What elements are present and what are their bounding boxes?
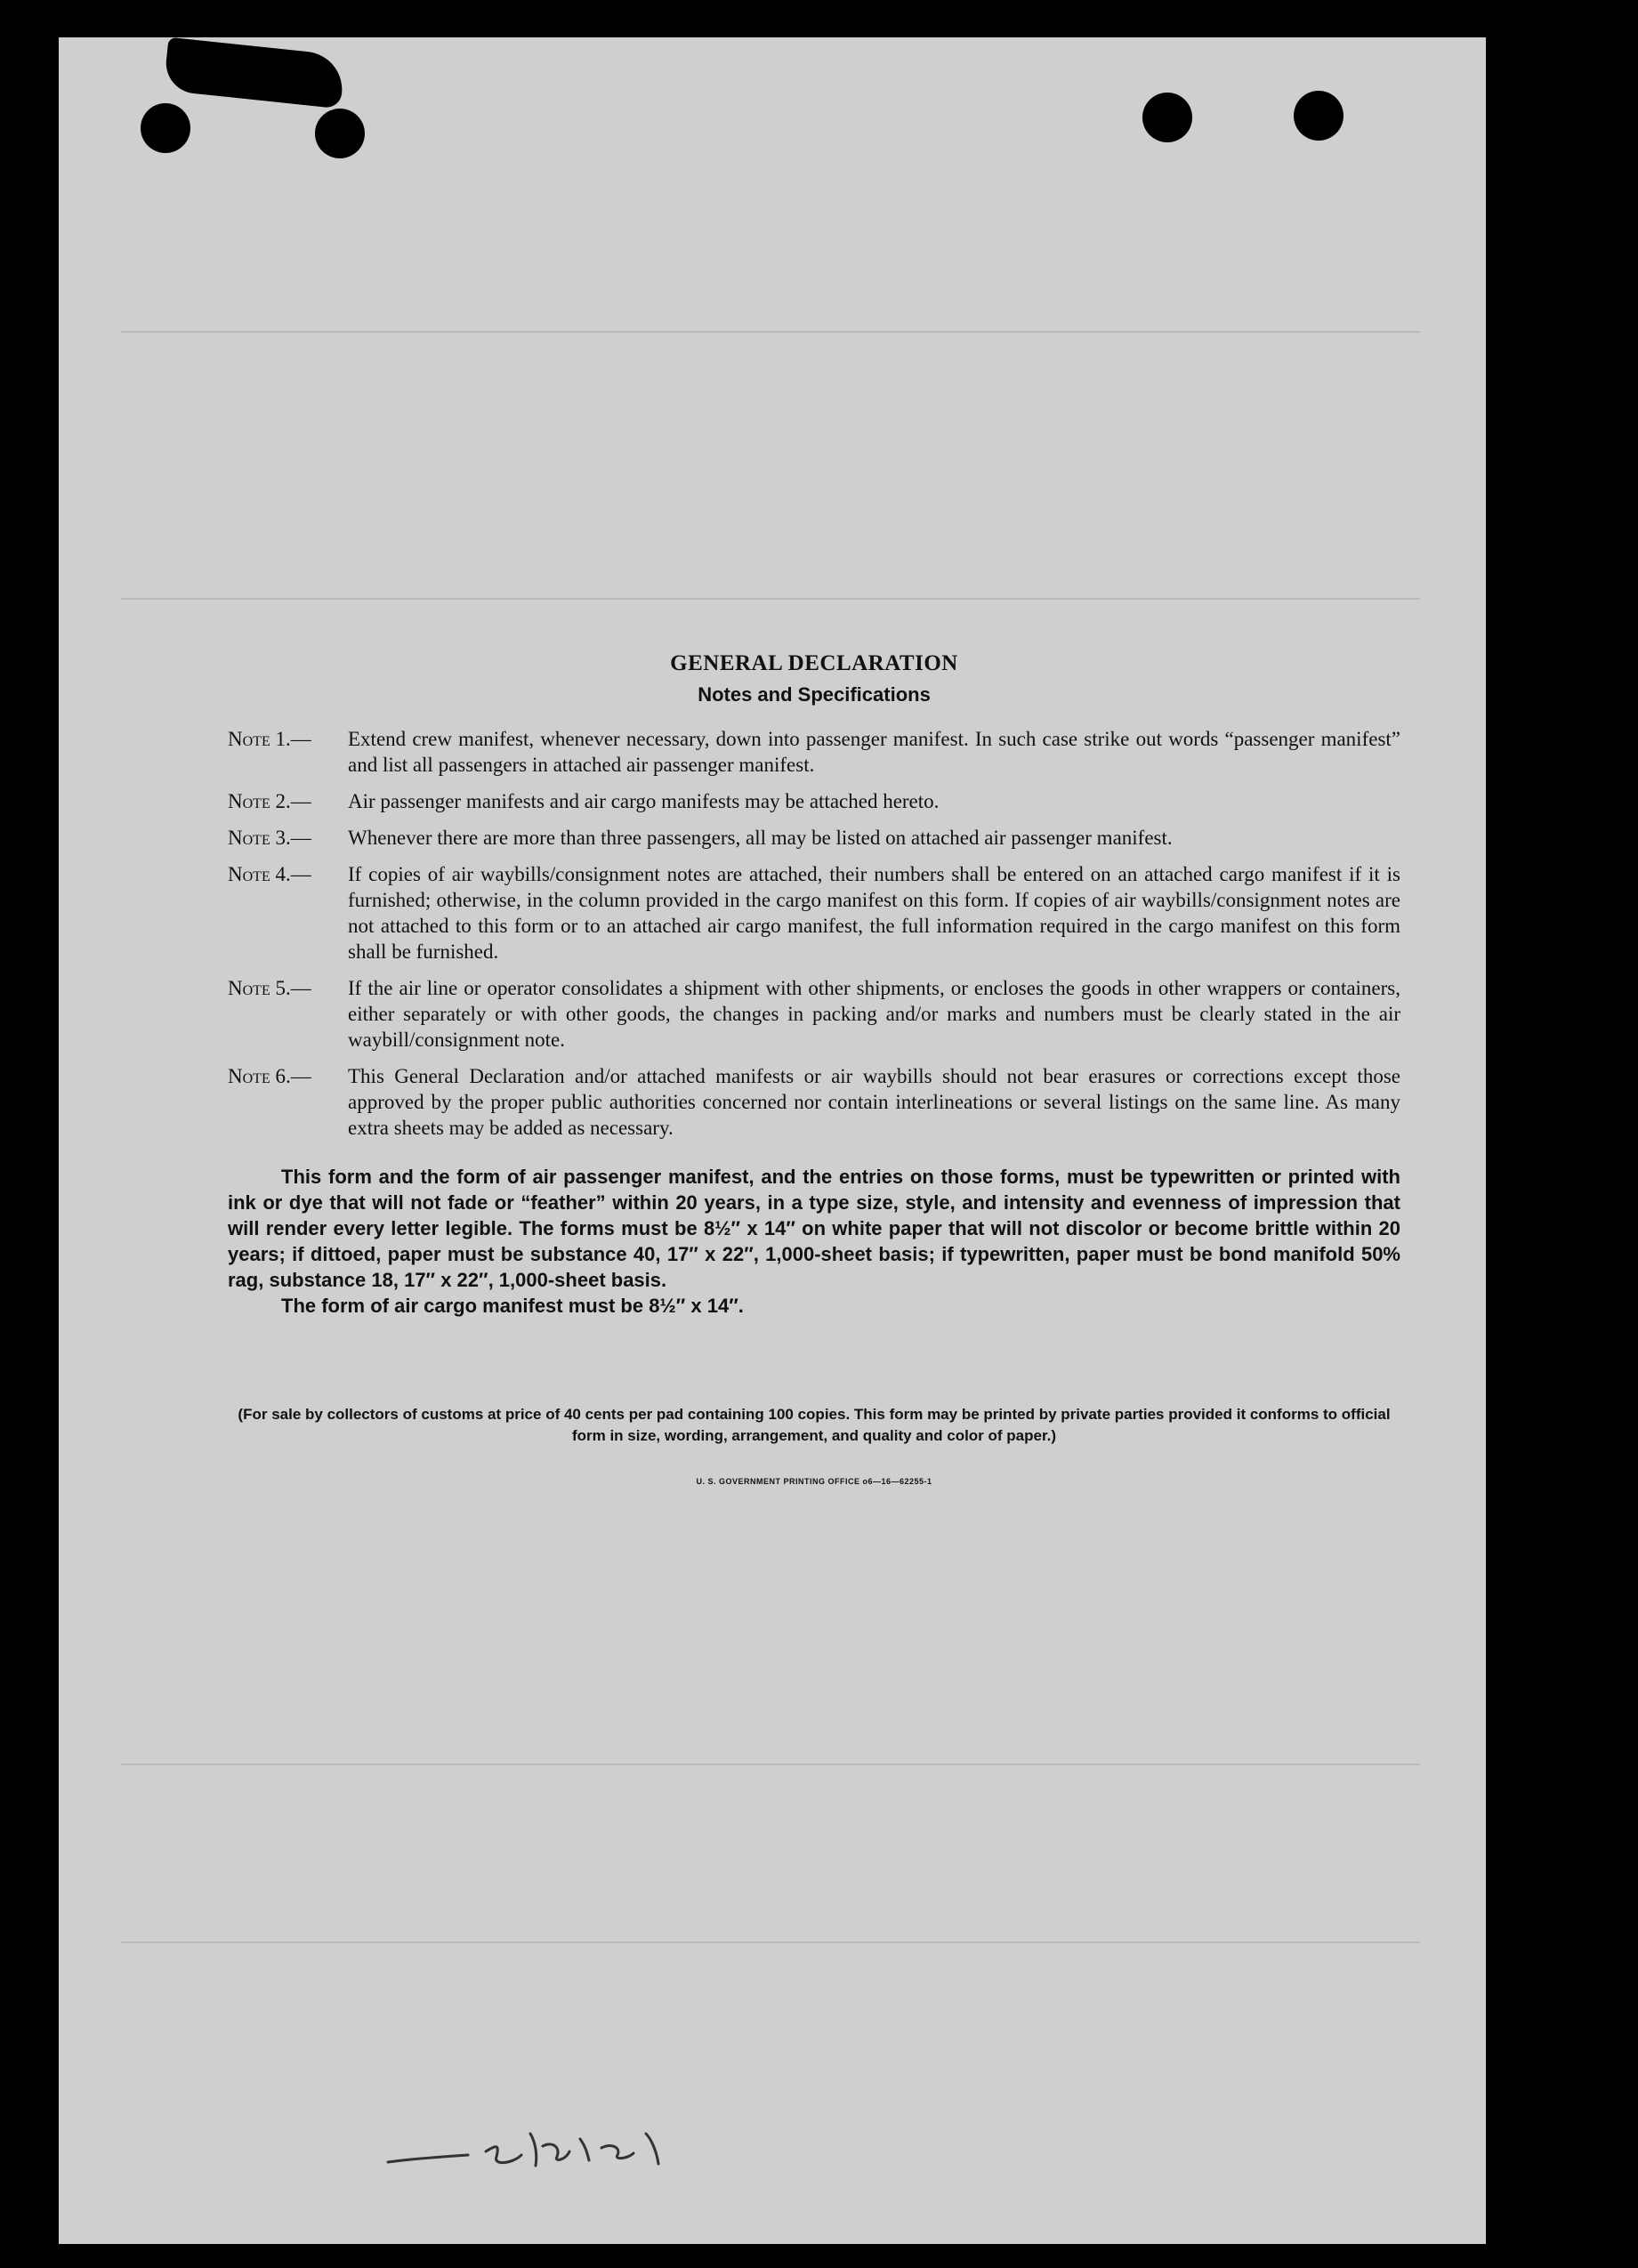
show-through-rule xyxy=(121,598,1420,600)
note-text: This General Declaration and/or attached manifests or air waybills should not bear erasures or corrections except those approved by the proper public authorities concerned nor contain interlineations or several listings on the same line. As many extra sheets may be added as necessary. xyxy=(348,1065,1400,1139)
note-item xyxy=(228,825,1400,851)
note-item xyxy=(228,788,1400,814)
note-text: Extend crew manifest, whenever necessary, down into passenger manifest. In such case strike out words “passenger manifest” and list all passengers in attached air passenger manifest. xyxy=(348,728,1400,776)
note-item xyxy=(228,975,1400,1053)
notes-section xyxy=(228,607,1400,1486)
signature-scribble xyxy=(379,2116,735,2178)
punch-hole xyxy=(315,109,365,158)
document-page xyxy=(59,37,1486,2244)
note-item xyxy=(228,1063,1400,1141)
note-label: Note 1.— xyxy=(228,728,311,750)
printer-line: U. S. GOVERNMENT PRINTING OFFICE o6—16—62255-1 xyxy=(696,1477,932,1486)
note-label: Note 5.— xyxy=(228,977,311,999)
form-specification-paragraph: This form and the form of air passenger manifest, and the entries on those forms, must be typewritten or printed with ink or dye that will not fade or “feather” within 20 years, in a type size, style, and intensity and evenness of impression that will render every letter legible. The forms must be 8½″ x 14″ on white paper that will not discolor or become brittle within 20 years; if dittoed, paper must be substance 40, 17″ x 22″, 1,000-sheet basis; if typewritten, paper must be bond manifold 50% rag, substance 18, 17″ x 22″, 1,000-sheet basis. xyxy=(228,1166,1400,1291)
note-text: Whenever there are more than three passengers, all may be listed on attached air passenger manifest. xyxy=(348,827,1173,849)
show-through-rule xyxy=(121,331,1420,333)
note-label: Note 4.— xyxy=(228,863,311,885)
sale-note: (For sale by collectors of customs at price of 40 cents per pad containing 100 copies. This form may be printed by private parties provided it conforms to official form in size, wording, arrangement, and quality and color of paper.) xyxy=(238,1406,1391,1444)
page-subtitle: Notes and Specifications xyxy=(698,683,931,706)
note-item xyxy=(228,726,1400,778)
show-through-rule xyxy=(121,1764,1420,1765)
torn-corner xyxy=(163,37,345,109)
note-label: Note 3.— xyxy=(228,827,311,849)
note-text: If copies of air waybills/consignment notes are attached, their numbers shall be entered on an attached cargo manifest if it is furnished; otherwise, in the column provided in the cargo manifest on this form. If copies of air waybills/consignment notes are not attached to this form or to an attached air cargo manifest, the full information required in the cargo manifest on this form shall be furnished. xyxy=(348,863,1400,963)
show-through-rule xyxy=(121,1941,1420,1943)
note-label: Note 2.— xyxy=(228,790,311,812)
note-text: Air passenger manifests and air cargo manifests may be attached hereto. xyxy=(348,790,940,812)
note-text: If the air line or operator consolidates a shipment with other shipments, or encloses the goods in other wrappers or containers, either separately or with other goods, the changes in packing and/or marks and numbers must be clearly stated in the air waybill/consignment note. xyxy=(348,977,1400,1051)
page-title: GENERAL DECLARATION xyxy=(670,651,958,675)
note-label: Note 6.— xyxy=(228,1065,311,1087)
note-item xyxy=(228,861,1400,965)
punch-hole xyxy=(1294,91,1343,141)
punch-hole xyxy=(141,103,190,153)
punch-hole xyxy=(1142,93,1192,142)
cargo-manifest-size-line: The form of air cargo manifest must be 8½″ x 14″. xyxy=(281,1295,744,1317)
